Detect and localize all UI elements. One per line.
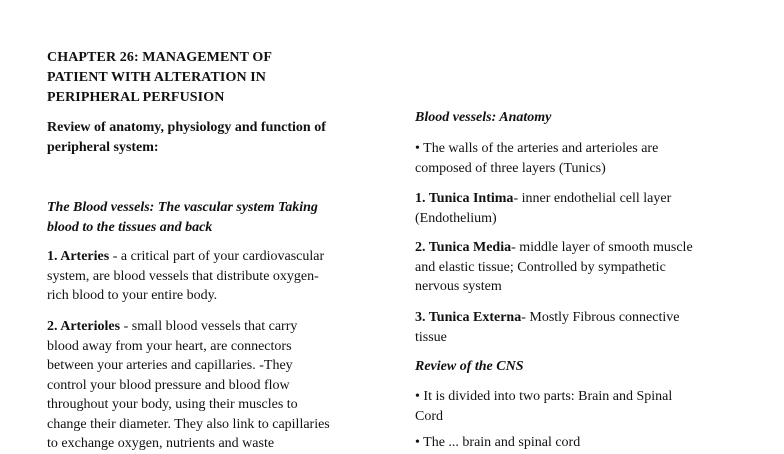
chapter-title: CHAPTER 26: MANAGEMENT OF PATIENT WITH ALTERATION IN PERIPHERAL PERFUSION xyxy=(47,50,273,105)
review-heading: Review of anatomy, physiology and function of peripheral system: xyxy=(47,120,326,155)
arterioles-term: 2. Arterioles xyxy=(47,319,121,334)
tunica-intima-term: 1. Tunica Intima xyxy=(415,191,514,206)
blood-vessels-heading: The Blood vessels: The vascular system Taking blood to the tissues and back xyxy=(47,200,318,235)
cut-off-line: • The ... brain and spinal cord xyxy=(415,435,581,450)
cns-heading: Review of the CNS xyxy=(415,359,524,374)
anatomy-heading: Blood vessels: Anatomy xyxy=(415,110,552,125)
arteries-paragraph: 1. Arteries - a critical part of your cardiovascular system, are blood vessels that distribute oxygen- rich blood to your entire body. xyxy=(47,249,325,303)
tunica-externa-term: 3. Tunica Externa xyxy=(415,310,522,325)
tunica-intima-item: 1. Tunica Intima- inner endothelial cell layer (Endothelium) xyxy=(415,191,672,226)
tunica-media-term: 2. Tunica Media xyxy=(415,240,512,255)
walls-bullet: • The walls of the arteries and arterioles are composed of three layers (Tunics) xyxy=(415,141,659,176)
arterioles-paragraph: 2. Arterioles - small blood vessels that carry blood away from your heart, are connectors between your arteries and capillaries. -They control your blood pressure and blood flow throughout your body, using their muscles to change their diameter. They also link to capillaries to exchange oxygen, nutrients and waste xyxy=(47,319,330,451)
cns-bullet: • It is divided into two parts: Brain and Spinal Cord xyxy=(415,389,673,424)
arteries-term: 1. Arteries xyxy=(47,249,110,264)
tunica-externa-item: 3. Tunica Externa- Mostly Fibrous connective tissue xyxy=(415,310,680,345)
tunica-media-item: 2. Tunica Media- middle layer of smooth muscle and elastic tissue; Controlled by sympathetic nervous system xyxy=(415,240,693,294)
